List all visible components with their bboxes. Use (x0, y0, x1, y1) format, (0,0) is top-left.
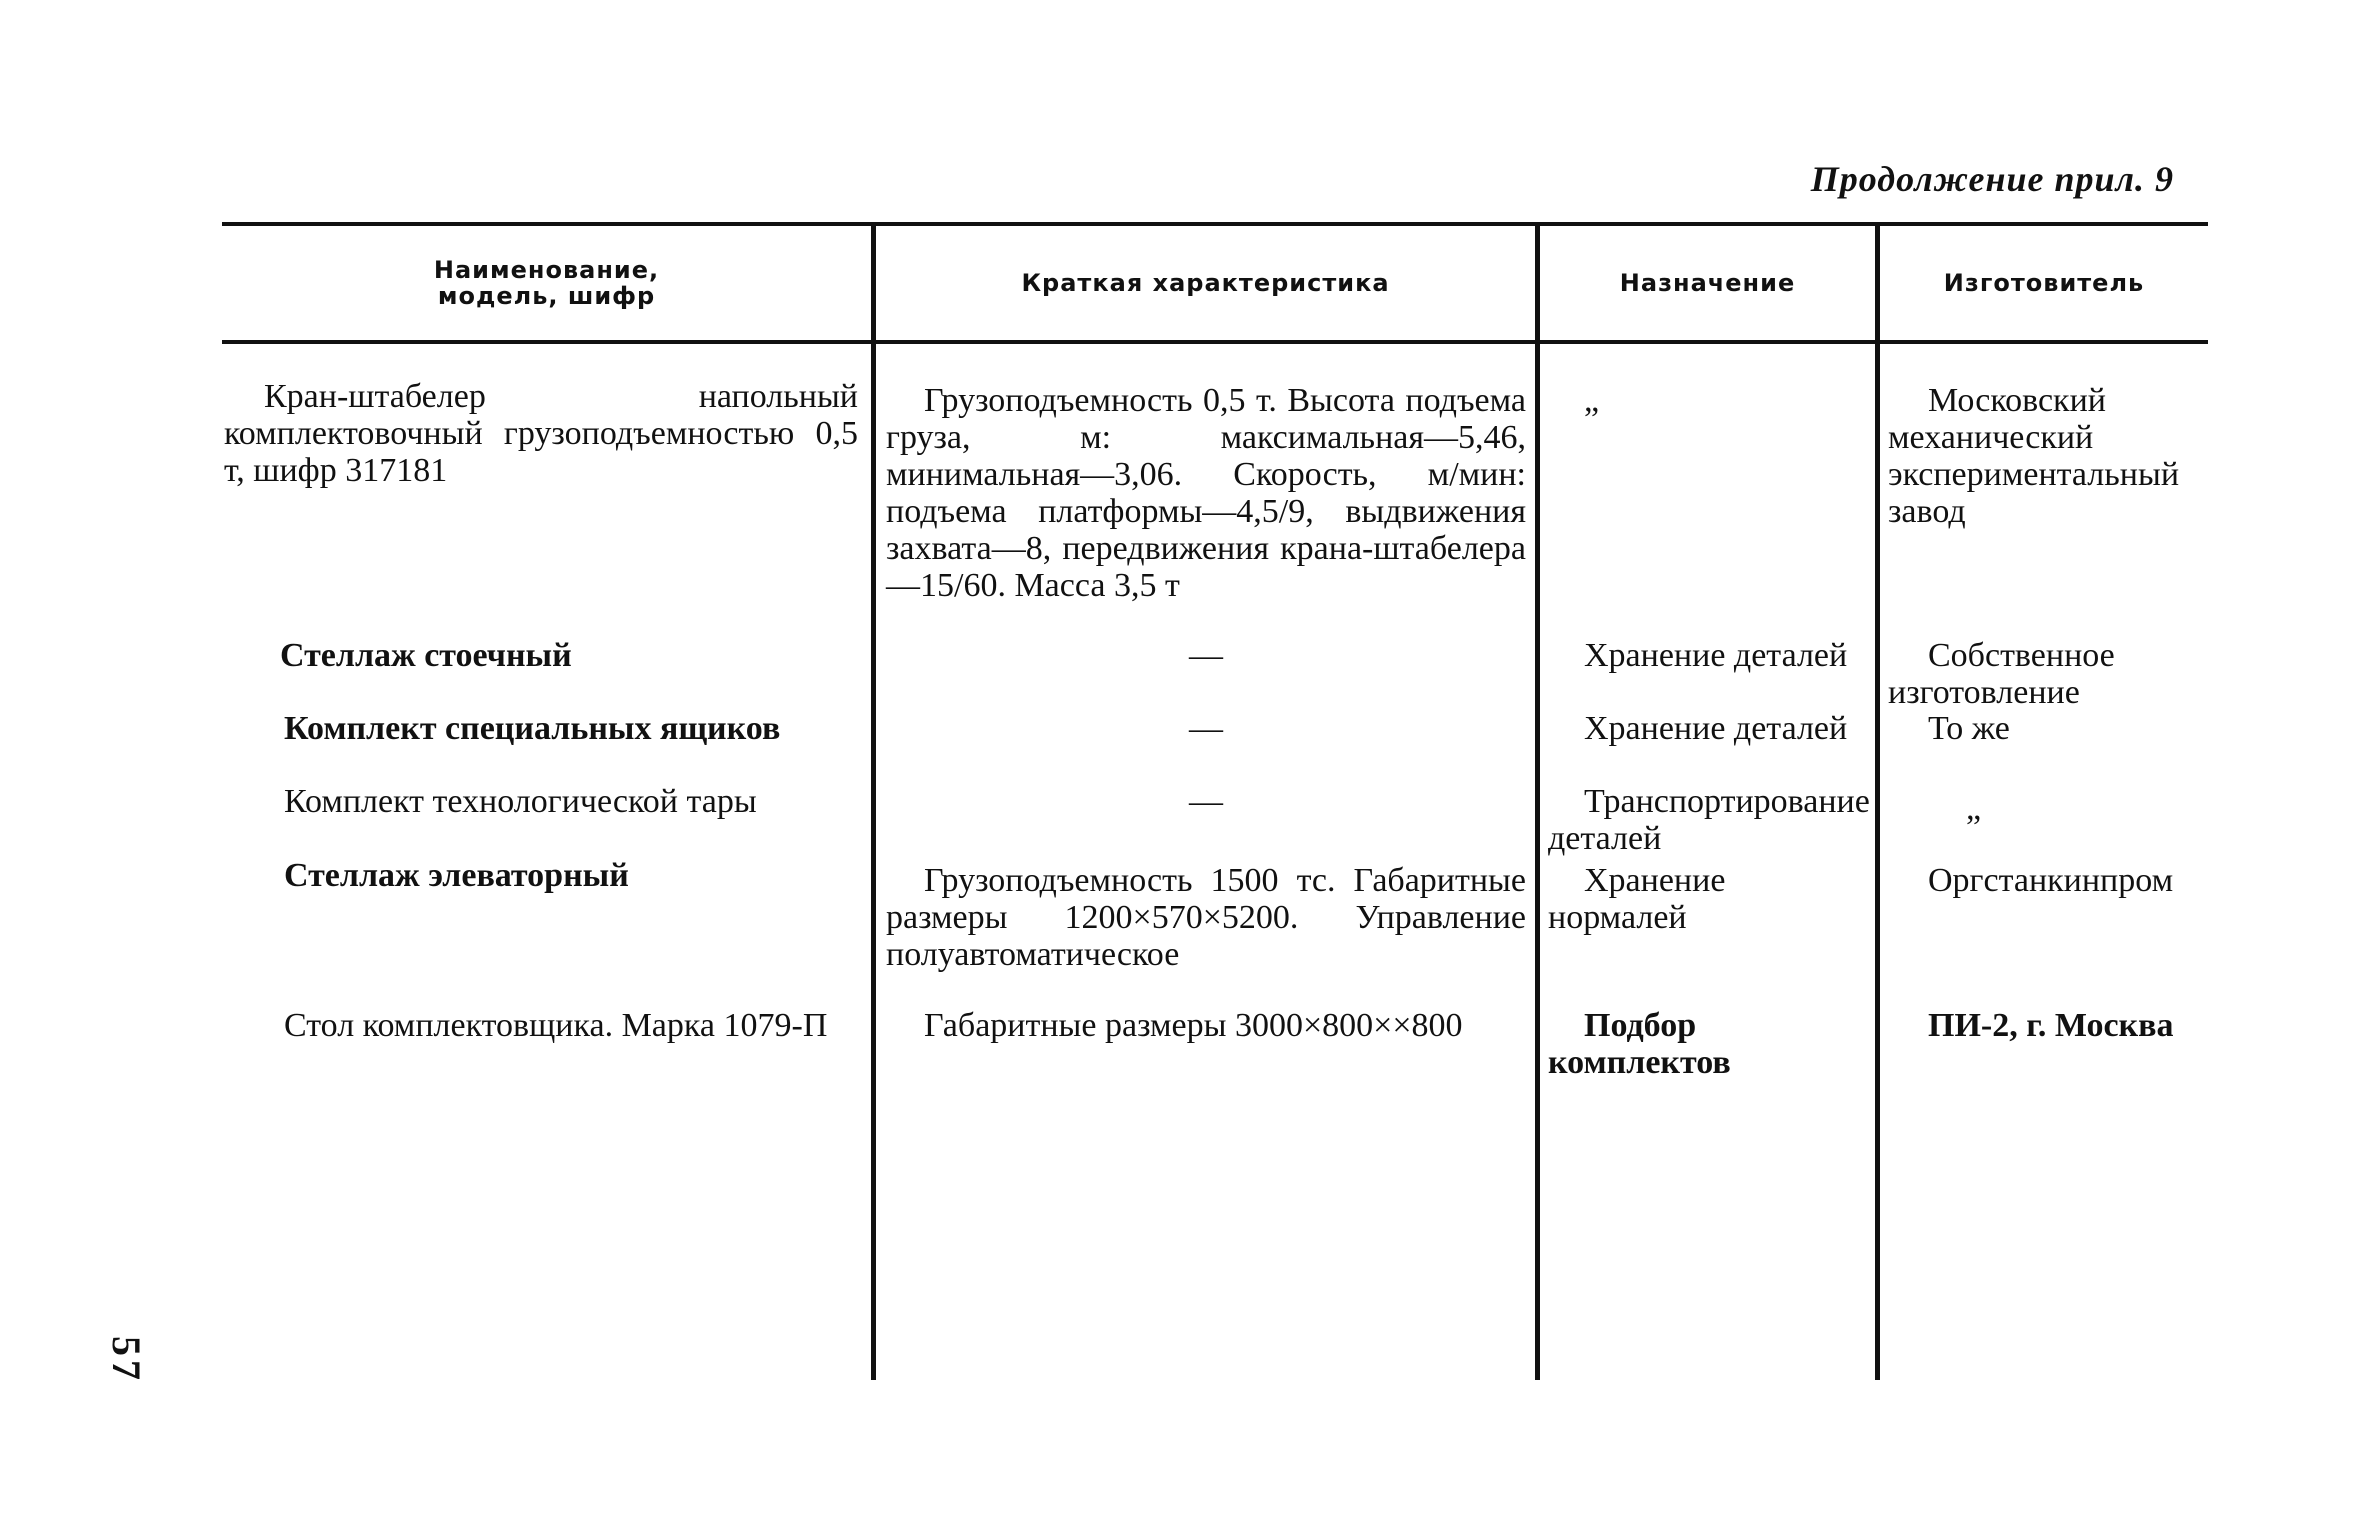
row-1-purpose: „ (1584, 382, 1600, 419)
row-6-name-text: Стол комплектовщика. Марка 1079-П (284, 1007, 828, 1044)
row-1-characteristics-text: Грузоподъемность 0,5 т. Высота подъема груза, м: максимальная—5,46, минимальная—3,06. Скорость, м/мин: подъема платформы—4,5/9, выдвижения захвата—8, передвижения крана-штабелера—15/60. Масса 3,5 т (886, 382, 1526, 604)
column-divider-1 (871, 226, 876, 1380)
row-1-manufacturer-text: Московский механический экспериментальный завод (1888, 382, 2180, 530)
header-manufacturer: Изготовитель (1943, 269, 2145, 297)
row-6-manufacturer: ПИ-2, г. Москва (1928, 1007, 2174, 1044)
row-2-name: Стеллаж стоечный (280, 637, 572, 674)
row-1-manufacturer (1888, 382, 2206, 530)
row-3-purpose (1548, 710, 1870, 747)
header-bottom-border (222, 340, 2208, 344)
row-3-characteristics: — (1189, 710, 1223, 747)
row-5-name: Стеллаж элеваторный (284, 857, 629, 894)
header-characteristics: Краткая характеристика (1021, 269, 1390, 297)
row-3-name: Комплект специальных ящиков (284, 710, 781, 747)
row-1-name-text: Кран-штабелер напольный комплектовочный грузоподъемностью 0,5 т, шифр 317181 (224, 378, 858, 489)
header-purpose: Назначение (1619, 269, 1796, 297)
row-4-purpose-text: Транспортирование деталей (1548, 783, 1870, 857)
row-4-characteristics: — (1189, 783, 1223, 820)
row-2-purpose (1548, 637, 1870, 674)
row-6-name (224, 1007, 858, 1044)
row-6-purpose (1548, 1007, 1870, 1081)
row-4-purpose (1548, 783, 1870, 857)
row-3-manufacturer: То же (1928, 710, 2010, 747)
row-4-manufacturer: „ (1966, 790, 1982, 827)
page-number: 57 (104, 1336, 149, 1384)
row-5-purpose (1548, 862, 1870, 936)
table-caption: Продолжение прил. 9 (1810, 159, 2174, 199)
row-3-purpose-text: Хранение деталей (1584, 710, 1848, 747)
column-divider-2 (1535, 226, 1540, 1380)
row-4-name (224, 783, 858, 820)
row-4-name-text: Комплект технологической тары (284, 783, 757, 820)
row-5-purpose-text: Хранение нормалей (1548, 862, 1726, 936)
row-1-characteristics (886, 382, 1526, 604)
row-5-characteristics-text: Грузоподъемность 1500 тс. Габаритные размеры 1200×570×5200. Управление полуавтоматическое (886, 862, 1526, 973)
row-2-characteristics: — (1189, 637, 1223, 674)
row-2-purpose-text: Хранение деталей (1584, 637, 1848, 674)
row-1-name (224, 378, 858, 489)
row-2-manufacturer (1888, 637, 2206, 711)
header-name: Наименование, модель, шифр (433, 256, 660, 310)
row-5-manufacturer: Оргстанкинпром (1928, 862, 2174, 899)
row-6-characteristics (886, 1007, 1526, 1044)
row-6-purpose-text: Подбор комплектов (1548, 1007, 1731, 1081)
row-5-characteristics (886, 862, 1526, 973)
row-6-characteristics-text: Габаритные размеры 3000×800××800 (924, 1007, 1463, 1044)
row-2-manufacturer-text: Собственное изготовление (1888, 637, 2115, 711)
